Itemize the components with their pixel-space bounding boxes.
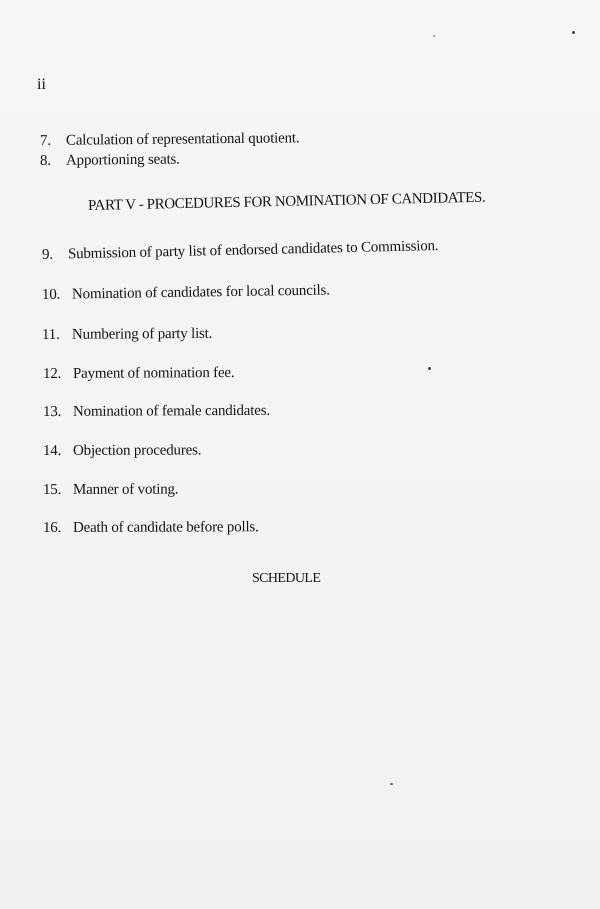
toc-entry-title: Nomination of candidates for local councils. [71,282,330,303]
scan-speck [433,35,435,37]
toc-entry [40,130,300,150]
toc-entry-title: Calculation of representational quotient. [65,130,300,149]
toc-entry-title: Manner of voting. [72,481,179,498]
toc-entry-number: 13. [42,403,62,420]
toc-entry [42,238,439,264]
toc-entry-number: 8. [39,152,51,169]
toc-entry-title: Apportioning seats. [65,151,180,169]
toc-entry [42,282,330,304]
toc-entry [43,442,201,460]
toc-entry-number: 10. [41,286,61,303]
toc-entry [43,403,270,421]
toc-entry-title: Objection procedures. [72,442,202,459]
toc-entry [43,519,259,537]
toc-entry-title: Payment of nomination fee. [72,364,235,382]
scan-speck [428,367,431,370]
page-number: ii [37,76,46,93]
part-v-heading: PART V - PROCEDURES FOR NOMINATION OF CANDIDATES. [87,189,486,214]
toc-entry-number: 7. [39,132,51,149]
toc-entry-title: Numbering of party list. [71,325,213,343]
scan-speck [390,783,393,785]
toc-entry-number: 14. [42,442,62,459]
toc-entry [40,152,180,170]
toc-entry-number: 11. [41,326,60,343]
schedule-heading: SCHEDULE [252,571,321,586]
toc-entry [43,482,178,499]
toc-entry [42,326,212,344]
toc-entry-title: Death of candidate before polls. [72,519,259,536]
toc-entry-number: 15. [42,481,62,498]
toc-entry-number: 12. [42,365,62,382]
toc-entry-title: Submission of party list of endorsed candidates to Commission. [67,238,439,263]
toc-entry-number: 9. [41,246,54,263]
scan-speck [572,31,575,34]
toc-entry [43,365,235,383]
toc-entry-title: Nomination of female candidates. [72,402,270,420]
toc-entry-number: 16. [42,519,62,536]
